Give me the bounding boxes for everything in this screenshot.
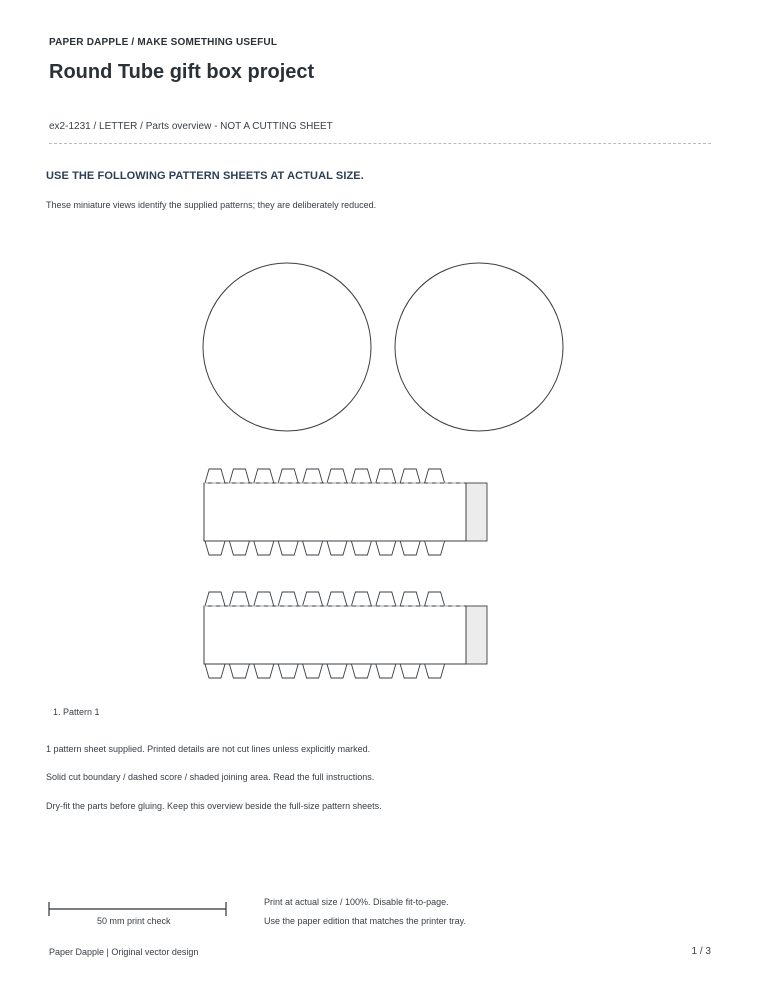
tube-wall-strip-1 [204,469,487,555]
notch-tab [205,469,225,483]
notch-tab [400,541,420,555]
end-disc-right [395,263,563,431]
notch-tab [254,592,274,606]
notch-tab [327,541,347,555]
page-title: Round Tube gift box project [49,61,315,83]
notch-tab [351,541,371,555]
note-sheets: 1 pattern sheet supplied. Printed details are not cut lines unless explicitly marked. [46,744,371,754]
notch-tab [327,664,347,678]
page-number: 1 / 3 [691,946,711,957]
strip-body [204,483,466,541]
footer-credit: Paper Dapple | Original vector design [49,947,199,957]
notch-tab [229,592,249,606]
notch-tab [278,664,298,678]
tube-wall-strip-2 [204,592,487,678]
notch-tab [278,469,298,483]
notch-tab [425,664,445,678]
notch-tab [376,541,396,555]
notch-tab [376,664,396,678]
scale-bar-label: 50 mm print check [97,916,171,926]
strip-body [204,606,466,664]
notch-tab [425,592,445,606]
notch-tab [351,664,371,678]
notch-tab [327,469,347,483]
note-line-legend: Solid cut boundary / dashed score / shaded joining area. Read the full instructions. [46,772,375,782]
scale-bar [49,902,226,916]
notch-tab [351,592,371,606]
notch-tab [303,541,323,555]
section-heading: USE THE FOLLOWING PATTERN SHEETS AT ACTUAL SIZE. [46,170,364,182]
notch-tab [205,541,225,555]
end-disc-left [203,263,371,431]
notch-tab [229,541,249,555]
notch-tab [400,664,420,678]
notch-tab [278,541,298,555]
section-intro: These miniature views identify the supplied patterns; they are deliberately reduced. [46,200,377,210]
notch-tab [278,592,298,606]
note-dry-fit: Dry-fit the parts before gluing. Keep this overview beside the full-size pattern sheets. [46,801,382,811]
print-instruction-paper: Use the paper edition that matches the printer tray. [264,916,466,926]
notch-tab [400,469,420,483]
print-instruction-size: Print at actual size / 100%. Disable fit-to-page. [264,897,449,907]
notch-tab [351,469,371,483]
notch-tab [400,592,420,606]
brand-line: PAPER DAPPLE / MAKE SOMETHING USEFUL [49,37,278,48]
notch-tab [229,469,249,483]
notch-tab [303,592,323,606]
pattern-caption: 1. Pattern 1 [53,707,100,717]
notch-tab [303,664,323,678]
notch-tab [229,664,249,678]
notch-tab [425,541,445,555]
notch-tab [254,541,274,555]
notch-tab [254,664,274,678]
notch-tab [205,592,225,606]
glue-flap [466,606,487,664]
notch-tab [205,664,225,678]
notch-tab [425,469,445,483]
notch-tab [376,469,396,483]
document-meta: ex2-1231 / LETTER / Parts overview - NOT A CUTTING SHEET [49,121,333,132]
glue-flap [466,483,487,541]
notch-tab [254,469,274,483]
notch-tab [303,469,323,483]
notch-tab [376,592,396,606]
notch-tab [327,592,347,606]
